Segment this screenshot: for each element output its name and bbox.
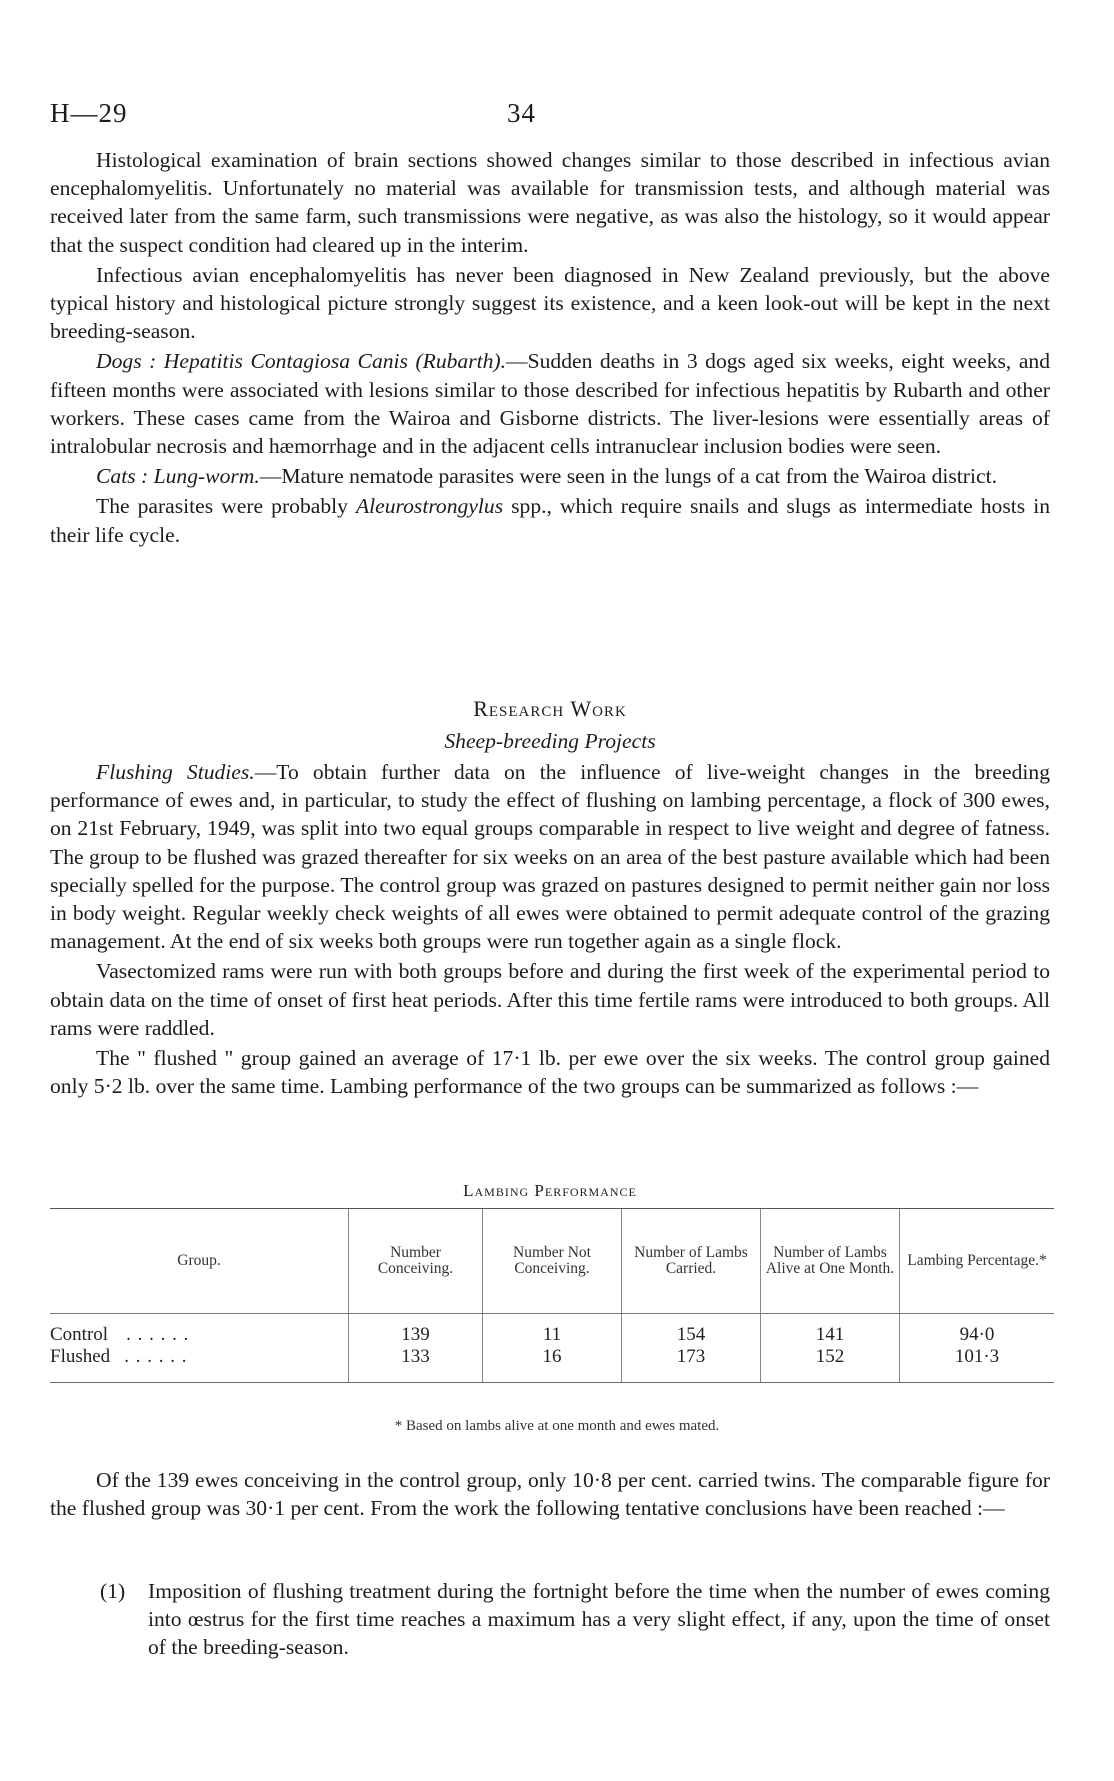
header-conceiving: Number Conceiving. [349, 1209, 483, 1314]
percentage-cell: 94·0 [900, 1314, 1055, 1347]
table-row [50, 1346, 1054, 1383]
paragraph-cats [50, 462, 1050, 490]
table-footnote: * Based on lambs alive at one month and ewes mated. [394, 1418, 720, 1434]
body-text-bottom [50, 1466, 1050, 1522]
paragraph-twins: Of the 139 ewes conceiving in the control group, only 10·8 per cent. carried twins. The comparable figure for the flushed group was 30·1 per cent. From the work the following tentative conclusions have been reached :— [50, 1468, 1050, 1521]
lambs-carried-cell: 173 [622, 1346, 761, 1383]
lambing-performance-table [50, 1208, 1054, 1383]
lambs-carried-cell: 154 [622, 1314, 761, 1347]
parasite-genus: Aleurostrongylus [355, 494, 504, 519]
paragraph-rams: Vasectomized rams were run with both groups before and during the first week of the experimental period to obtain data on the time of onset of first heat periods. After this time fertile rams were introduced to both groups. All rams were raddled. [50, 959, 1050, 1040]
paragraph-encephalomyelitis: Infectious avian encephalomyelitis has never been diagnosed in New Zealand previously, but the above typical history and histological picture strongly suggest its existence, and a keen look-out will be kept in the next breeding-season. [50, 262, 1050, 344]
flushing-heading: Flushing Studies. [96, 760, 255, 784]
document-reference: H—29 [50, 98, 128, 128]
group-cell: Control . . . . . . [50, 1324, 190, 1345]
header-group: Group. [50, 1209, 349, 1314]
section-heading-block [50, 695, 1050, 755]
flushing-text: —To obtain further data on the influence of live-weight changes in the breeding performance of ewes and, in particular, to study the effect of flushing on lambing percentage, a flock of 300 ewes, on 21st February, 1949, was split into two equal groups comparable in respect to live weight and degree of fatness. The group to be flushed was grazed thereafter for six weeks on an area of the best pasture available which had been specially spelled for the purpose. The control group was grazed on pastures designed to permit neither gain nor loss in body weight. Regular weekly check weights of all ewes were obtained to permit adequate control of the grazing management. At the end of six weeks both groups were run together again as a single flock. [50, 760, 1050, 954]
paragraph-gain: The " flushed " group gained an average of 17·1 lb. per ewe over the six weeks. The control group gained only 5·2 lb. over the same time. Lambing performance of the two groups can be summarized as follows :— [50, 1046, 1050, 1099]
alive-one-month-cell: 141 [761, 1314, 900, 1347]
cats-heading: Cats : Lung-worm. [96, 464, 260, 489]
dogs-text: —Sudden deaths in 3 dogs aged six weeks, eight weeks, and fifteen months were associated with lesions similar to those described for infectious hepatitis by Rubarth and other workers. These cases came from the Wairoa and Gisborne districts. The liver-lesions were essentially areas of intralobular necrosis and hæmorrhage and in the adjacent cells intranuclear inclusion bodies were seen. [50, 349, 1050, 459]
paragraph-histology: Histological examination of brain sections showed changes similar to those described in infectious avian encephalomyelitis. Unfortunately no material was available for transmission tests, and although material was received later from the same farm, such transmissions were negative, as was also the histology, so it would appear that the suspect condition had cleared up in the interim. [50, 148, 1050, 257]
body-text-top [50, 146, 1050, 549]
list-item [100, 1577, 1050, 1662]
conceiving-cell: 139 [349, 1314, 483, 1347]
table-header-row [50, 1209, 1054, 1314]
list-item-number: (1) [100, 1579, 126, 1603]
header-not-conceiving: Number Not Conceiving. [483, 1209, 622, 1314]
list-item-text: Imposition of flushing treatment during the fortnight before the time when the number of ewes coming into œstrus for the first time reaches a maximum has a very slight effect, if any, upon the time of onset of the breeding-season. [148, 1579, 1050, 1660]
alive-one-month-cell: 152 [761, 1346, 900, 1383]
paragraph-parasites: The parasites were probably Aleurostrongylus spp., which require snails and slugs as intermediate hosts in their life cycle. [50, 494, 1050, 547]
subsection-heading: Sheep-breeding Projects [444, 729, 656, 754]
table-row [50, 1314, 1054, 1347]
not-conceiving-cell: 16 [483, 1346, 622, 1383]
paragraph-dogs [50, 347, 1050, 460]
group-cell: Flushed . . . . . . [50, 1346, 349, 1383]
dogs-heading: Dogs : Hepatitis Contagiosa Canis (Rubarth). [96, 349, 507, 374]
cats-text: —Mature nematode parasites were seen in the lungs of a cat from the Wairoa district. [259, 464, 997, 489]
conclusions-list [100, 1577, 1050, 1662]
table-caption: Lambing Performance [463, 1181, 637, 1200]
body-text-mid [50, 758, 1050, 1100]
not-conceiving-cell: 11 [483, 1314, 622, 1347]
paragraph-flushing [50, 758, 1050, 955]
conceiving-cell: 133 [349, 1346, 483, 1383]
percentage-cell: 101·3 [900, 1346, 1055, 1383]
section-heading: Research Work [473, 696, 627, 721]
header-lambs-carried: Number of Lambs Carried. [622, 1209, 761, 1314]
page-number: 34 [507, 98, 536, 128]
header-lambing-percentage: Lambing Percentage.* [900, 1209, 1055, 1314]
header-alive-one-month: Number of Lambs Alive at One Month. [761, 1209, 900, 1314]
